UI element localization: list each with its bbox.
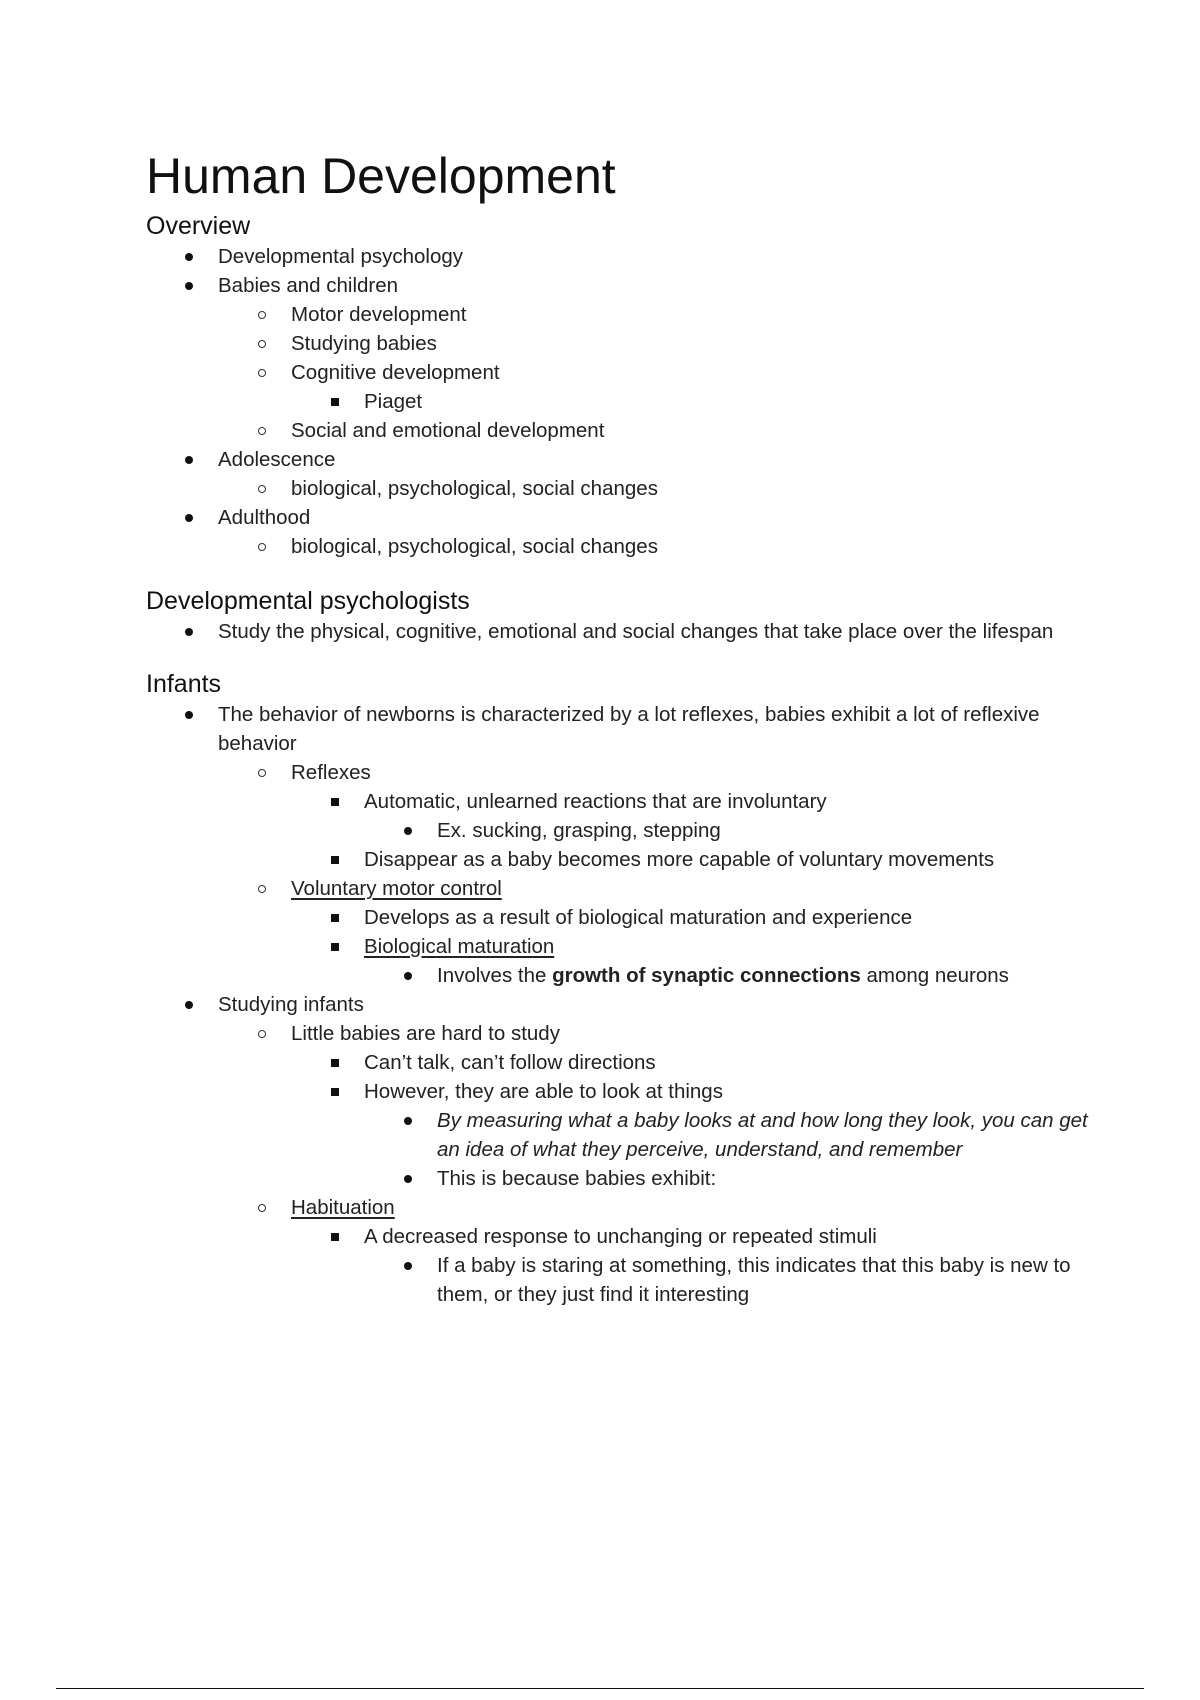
list-item: However, they are able to look at things: [146, 1077, 1096, 1106]
bullet-disc-icon: [182, 617, 196, 646]
list-item: Piaget: [146, 387, 1096, 416]
bullet-disc-icon: [401, 816, 415, 845]
list-item: [146, 874, 1096, 903]
bullet-disc-icon: [401, 1164, 415, 1193]
list-item: biological, psychological, social changes: [146, 474, 1096, 503]
bullet-square-icon: [328, 387, 342, 416]
list-item: Motor development: [146, 300, 1096, 329]
synaptic-growth-emphasis: growth of synaptic connections: [552, 964, 861, 987]
bullet-circle-icon: [255, 1019, 269, 1048]
bullet-circle-icon: [255, 416, 269, 445]
overview-list: [146, 242, 1096, 561]
list-item: Cognitive development: [146, 358, 1096, 387]
list-item: Involves the growth of synaptic connections among neurons: [146, 961, 1096, 990]
bullet-disc-icon: [182, 990, 196, 1019]
section-infants: [146, 668, 1096, 1309]
bullet-circle-icon: [255, 1193, 269, 1222]
bullet-disc-icon: [182, 503, 196, 532]
bullet-circle-icon: [255, 874, 269, 903]
bullet-square-icon: [328, 903, 342, 932]
bullet-circle-icon: [255, 358, 269, 387]
page-bottom-divider: [56, 1688, 1144, 1689]
list-item: Can’t talk, can’t follow directions: [146, 1048, 1096, 1077]
section-developmental-psychologists: [146, 585, 1096, 646]
list-item: The behavior of newborns is characterized by a lot reflexes, babies exhibit a lot of reflexive behavior: [146, 700, 1096, 758]
infants-list: [146, 700, 1096, 1309]
bullet-square-icon: [328, 1222, 342, 1251]
list-item: Study the physical, cognitive, emotional and social changes that take place over the lifespan: [146, 617, 1096, 646]
document-title: Human Development: [146, 148, 616, 204]
list-item: Studying infants: [146, 990, 1096, 1019]
bullet-circle-icon: [255, 300, 269, 329]
list-item: [146, 1106, 1096, 1164]
list-item: Social and emotional development: [146, 416, 1096, 445]
bullet-square-icon: [328, 787, 342, 816]
list-item: Little babies are hard to study: [146, 1019, 1096, 1048]
list-item: Reflexes: [146, 758, 1096, 787]
list-item: Adolescence: [146, 445, 1096, 474]
section-overview: [146, 210, 1096, 561]
bullet-disc-icon: [182, 445, 196, 474]
list-item: Ex. sucking, grasping, stepping: [146, 816, 1096, 845]
bullet-disc-icon: [182, 242, 196, 271]
dev-psych-list: [146, 617, 1096, 646]
list-item: Studying babies: [146, 329, 1096, 358]
list-item: [146, 932, 1096, 961]
list-item: This is because babies exhibit:: [146, 1164, 1096, 1193]
bullet-square-icon: [328, 1048, 342, 1077]
list-item: Develops as a result of biological maturation and experience: [146, 903, 1096, 932]
list-item: Automatic, unlearned reactions that are involuntary: [146, 787, 1096, 816]
document-content: [146, 146, 1096, 1331]
list-item: If a baby is staring at something, this indicates that this baby is new to them, or they just find it interesting: [146, 1251, 1096, 1309]
bullet-square-icon: [328, 845, 342, 874]
bullet-disc-icon: [182, 271, 196, 300]
measuring-note: By measuring what a baby looks at and how long they look, you can get an idea of what they perceive, understand, and remember: [437, 1109, 1088, 1161]
list-item: Adulthood: [146, 503, 1096, 532]
overview-heading: Overview: [146, 212, 251, 240]
list-item: [146, 1193, 1096, 1222]
bullet-circle-icon: [255, 758, 269, 787]
dev-psych-heading: Developmental psychologists: [146, 587, 470, 615]
list-item: Babies and children: [146, 271, 1096, 300]
bullet-disc-icon: [401, 1251, 415, 1280]
voluntary-motor-control-term: Voluntary motor control: [291, 877, 502, 900]
list-item: Disappear as a baby becomes more capable of voluntary movements: [146, 845, 1096, 874]
list-item: Developmental psychology: [146, 242, 1096, 271]
list-item: A decreased response to unchanging or repeated stimuli: [146, 1222, 1096, 1251]
bullet-square-icon: [328, 1077, 342, 1106]
bullet-disc-icon: [401, 961, 415, 990]
bullet-square-icon: [328, 932, 342, 961]
infants-heading: Infants: [146, 670, 222, 698]
bullet-circle-icon: [255, 474, 269, 503]
bullet-circle-icon: [255, 532, 269, 561]
bullet-disc-icon: [401, 1106, 415, 1135]
bullet-circle-icon: [255, 329, 269, 358]
biological-maturation-term: Biological maturation: [364, 935, 555, 958]
habituation-term: Habituation: [291, 1196, 395, 1219]
list-item: biological, psychological, social changes: [146, 532, 1096, 561]
bullet-disc-icon: [182, 700, 196, 729]
